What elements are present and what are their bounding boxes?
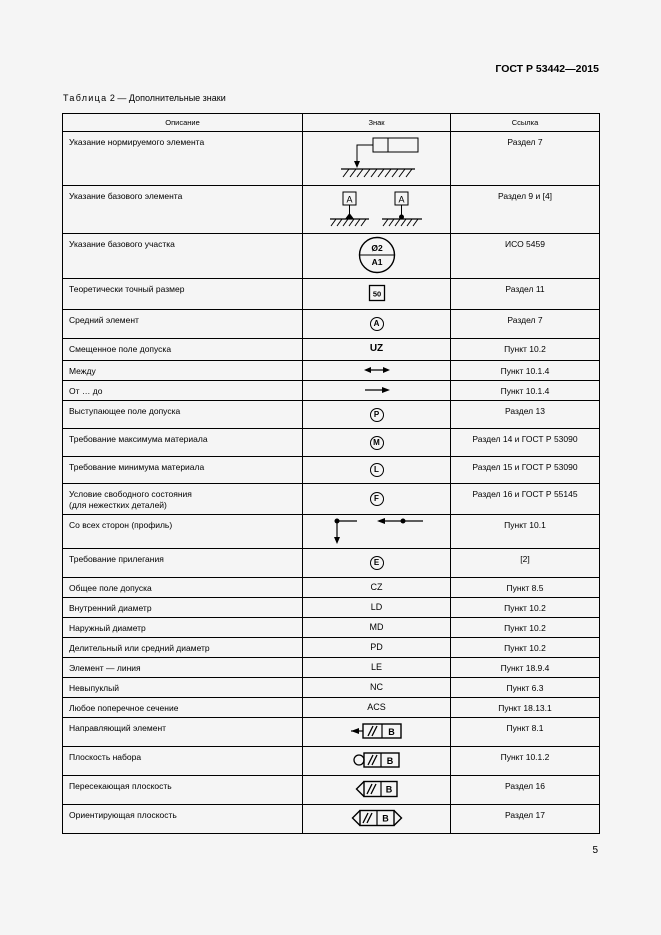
signs-table (62, 113, 600, 834)
caption-number: 2 (109, 93, 115, 103)
table-row (63, 186, 600, 234)
orientation-plane-icon (351, 809, 403, 827)
page-number: 5 (592, 845, 598, 856)
table-row (63, 429, 600, 457)
table-row (63, 339, 600, 361)
circled-e-icon: E (370, 556, 384, 570)
table-row (63, 515, 600, 549)
table-row (63, 132, 600, 186)
table-row (63, 381, 600, 401)
row-reference: Пункт 10.2 (451, 339, 600, 361)
caption-rest: — Дополнительные знаки (114, 93, 226, 103)
table-header-row (63, 114, 600, 132)
row-description: Требование прилегания (63, 549, 303, 578)
datum-target-icon (357, 235, 397, 275)
row-sign (303, 279, 451, 310)
row-description: Теоретически точный размер (63, 279, 303, 310)
row-reference: Раздел 11 (451, 279, 600, 310)
row-sign (303, 457, 451, 484)
row-sign (303, 132, 451, 186)
row-sign (303, 361, 451, 381)
row-description: Выступающее поле допуска (63, 401, 303, 429)
row-sign (303, 484, 451, 515)
row-reference: Пункт 10.2 (451, 618, 600, 638)
table-caption (63, 93, 226, 103)
datum-letter: B (386, 756, 393, 766)
leader-frame-icon (335, 136, 419, 180)
ted-value: 50 (372, 289, 381, 299)
row-sign (303, 186, 451, 234)
row-reference: Раздел 9 и [4] (451, 186, 600, 234)
row-sign (303, 234, 451, 279)
table-row (63, 578, 600, 598)
row-sign (303, 310, 451, 339)
row-description: Пересекающая плоскость (63, 776, 303, 805)
datum-letter: B (381, 813, 389, 824)
row-sign-text: PD (303, 638, 451, 658)
datum-letter: B (387, 727, 395, 737)
table-row (63, 361, 600, 381)
table-row (63, 457, 600, 484)
row-description: Элемент — линия (63, 658, 303, 678)
table-row (63, 549, 600, 578)
row-description: Делительный или средний диаметр (63, 638, 303, 658)
table-row (63, 234, 600, 279)
row-description (63, 484, 303, 515)
row-reference: Раздел 7 (451, 310, 600, 339)
row-reference: Пункт 8.1 (451, 718, 600, 747)
table-row (63, 805, 600, 834)
row-reference: [2] (451, 549, 600, 578)
row-sign (303, 718, 451, 747)
double-arrow-icon (364, 366, 390, 374)
ted-box-icon (368, 284, 386, 302)
row-description: Внутренний диаметр (63, 598, 303, 618)
row-sign-text: NC (303, 678, 451, 698)
row-reference: Пункт 10.1.2 (451, 747, 600, 776)
table-row (63, 698, 600, 718)
circled-f-icon: F (370, 492, 384, 506)
row-sign-text: MD (303, 618, 451, 638)
row-reference: Пункт 10.1.4 (451, 361, 600, 381)
row-reference: Раздел 14 и ГОСТ Р 53090 (451, 429, 600, 457)
row-reference: Пункт 10.1 (451, 515, 600, 549)
row-reference: Раздел 16 (451, 776, 600, 805)
document-id: ГОСТ Р 53442—2015 (495, 63, 599, 75)
row-description-line2: (для нежестких деталей) (69, 500, 167, 510)
row-sign-text: UZ (303, 339, 451, 361)
row-description: Невыпуклый (63, 678, 303, 698)
row-reference: ИСО 5459 (451, 234, 600, 279)
row-description: Требование максимума материала (63, 429, 303, 457)
row-sign-text: LD (303, 598, 451, 618)
row-description: Направляющий элемент (63, 718, 303, 747)
table-row (63, 658, 600, 678)
row-sign (303, 776, 451, 805)
table-row (63, 718, 600, 747)
row-description: Ориентирующая плоскость (63, 805, 303, 834)
row-description: Смещенное поле допуска (63, 339, 303, 361)
row-sign (303, 805, 451, 834)
all-around-icon (327, 516, 427, 546)
row-description: Наружный диаметр (63, 618, 303, 638)
collection-plane-icon (353, 752, 401, 768)
single-arrow-icon (364, 386, 390, 394)
circled-l-icon: L (370, 463, 384, 477)
row-reference: Раздел 13 (451, 401, 600, 429)
row-reference: Пункт 6.3 (451, 678, 600, 698)
table-row (63, 310, 600, 339)
row-reference: Пункт 8.5 (451, 578, 600, 598)
row-description: Любое поперечное сечение (63, 698, 303, 718)
column-header-reference: Ссылка (451, 114, 600, 132)
datum-feature-icon (327, 189, 427, 229)
datum-letter-left: A (345, 194, 353, 204)
row-sign (303, 429, 451, 457)
row-sign (303, 381, 451, 401)
row-sign (303, 515, 451, 549)
row-reference: Пункт 10.2 (451, 638, 600, 658)
table-row (63, 618, 600, 638)
datum-letter: B (385, 784, 392, 795)
column-header-description: Описание (63, 114, 303, 132)
row-description: Указание нормируемого элемента (63, 132, 303, 186)
row-sign-text: ACS (303, 698, 451, 718)
row-description: Плоскость набора (63, 747, 303, 776)
row-reference: Раздел 17 (451, 805, 600, 834)
row-sign-text: CZ (303, 578, 451, 598)
row-description: Между (63, 361, 303, 381)
circled-p-icon: P (370, 408, 384, 422)
row-sign (303, 401, 451, 429)
table-row (63, 484, 600, 515)
circled-a-icon: A (370, 317, 384, 331)
table-row (63, 401, 600, 429)
table-row (63, 776, 600, 805)
column-header-sign: Знак (303, 114, 451, 132)
intersection-plane-icon (355, 780, 399, 798)
row-reference: Пункт 18.9.4 (451, 658, 600, 678)
row-sign (303, 747, 451, 776)
row-reference: Раздел 7 (451, 132, 600, 186)
direction-feature-icon (351, 723, 403, 739)
target-size: Ø2 (370, 243, 383, 253)
row-reference: Раздел 16 и ГОСТ Р 55145 (451, 484, 600, 515)
row-description: Требование минимума материала (63, 457, 303, 484)
target-label: A1 (371, 257, 382, 267)
row-reference: Пункт 10.1.4 (451, 381, 600, 401)
row-description-line1: Условие свободного состояния (69, 489, 192, 499)
row-reference: Раздел 15 и ГОСТ Р 53090 (451, 457, 600, 484)
row-description: Средний элемент (63, 310, 303, 339)
row-description: Указание базового элемента (63, 186, 303, 234)
table-row (63, 279, 600, 310)
row-sign (303, 549, 451, 578)
circled-m-icon: M (370, 436, 384, 450)
row-description: От … до (63, 381, 303, 401)
row-description: Общее поле допуска (63, 578, 303, 598)
table-row (63, 747, 600, 776)
caption-prefix: Таблица (63, 93, 108, 103)
row-sign-text: LE (303, 658, 451, 678)
datum-letter-right: A (397, 194, 405, 204)
table-row (63, 638, 600, 658)
row-description: Со всех сторон (профиль) (63, 515, 303, 549)
table-row (63, 678, 600, 698)
row-reference: Пункт 18.13.1 (451, 698, 600, 718)
table-row (63, 598, 600, 618)
row-description: Указание базового участка (63, 234, 303, 279)
row-reference: Пункт 10.2 (451, 598, 600, 618)
